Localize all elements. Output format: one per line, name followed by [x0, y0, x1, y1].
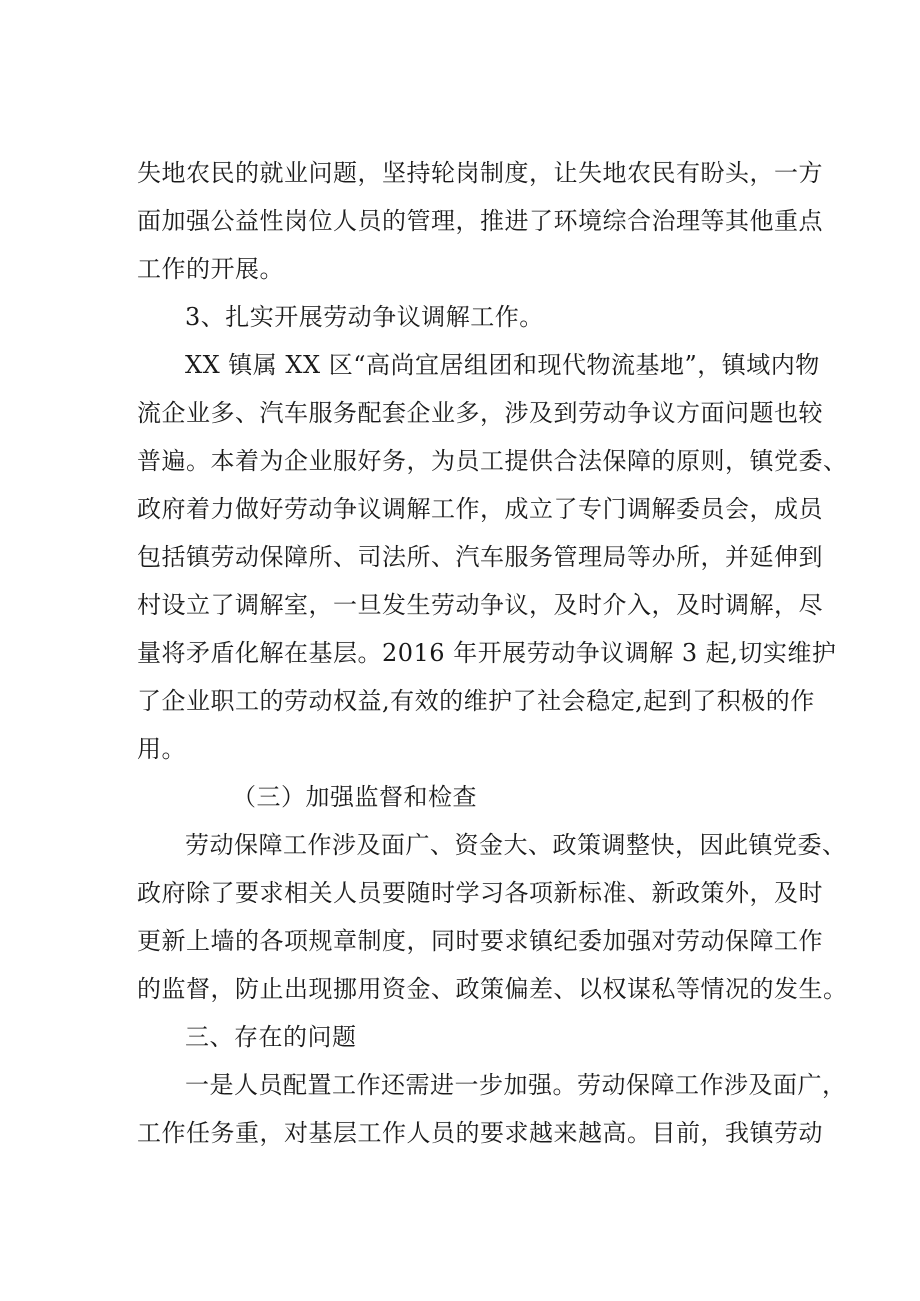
paragraph-line: 政府除了要求相关人员要随时学习各项新标准、新政策外，及时 — [137, 879, 823, 907]
paragraph-line: 流企业多、汽车服务配套企业多，涉及到劳动争议方面问题也较 — [137, 399, 823, 427]
paragraph-line: 的监督，防止出现挪用资金、政策偏差、以权谋私等情况的发生。 — [137, 975, 848, 1003]
paragraph-line: 工作任务重，对基层工作人员的要求越来越高。目前，我镇劳动 — [137, 1119, 823, 1147]
section-heading: 3、扎实开展劳动争议调解工作。 — [185, 303, 544, 331]
paragraph-line: 普遍。本着为企业服好务，为员工提供合法保障的原则，镇党委、 — [137, 447, 848, 475]
paragraph-line: 面加强公益性岗位人员的管理，推进了环境综合治理等其他重点 — [137, 207, 823, 235]
paragraph-line: 用。 — [137, 735, 186, 763]
subsection-heading: （三）加强监督和检查 — [232, 783, 477, 811]
paragraph-line: 了企业职工的劳动权益,有效的维护了社会稳定,起到了积极的作 — [137, 687, 815, 715]
paragraph-line: 政府着力做好劳动争议调解工作，成立了专门调解委员会，成员 — [137, 495, 823, 523]
paragraph-line: XX 镇属 XX 区“高尚宜居组团和现代物流基地”，镇域内物 — [185, 351, 820, 379]
paragraph-line: 包括镇劳动保障所、司法所、汽车服务管理局等办所，并延伸到 — [137, 543, 823, 571]
section-heading: 三、存在的问题 — [185, 1023, 357, 1051]
paragraph-line: 失地农民的就业问题，坚持轮岗制度，让失地农民有盼头，一方 — [137, 159, 823, 187]
paragraph-line: 村设立了调解室，一旦发生劳动争议，及时介入，及时调解，尽 — [137, 591, 823, 619]
paragraph-line: 一是人员配置工作还需进一步加强。劳动保障工作涉及面广， — [185, 1071, 847, 1099]
paragraph-line: 更新上墙的各项规章制度，同时要求镇纪委加强对劳动保障工作 — [137, 927, 823, 955]
paragraph-line: 工作的开展。 — [137, 255, 284, 283]
paragraph-line: 劳动保障工作涉及面广、资金大、政策调整快，因此镇党委、 — [185, 831, 847, 859]
paragraph-line: 量将矛盾化解在基层。2016 年开展劳动争议调解 3 起,切实维护 — [137, 639, 837, 667]
